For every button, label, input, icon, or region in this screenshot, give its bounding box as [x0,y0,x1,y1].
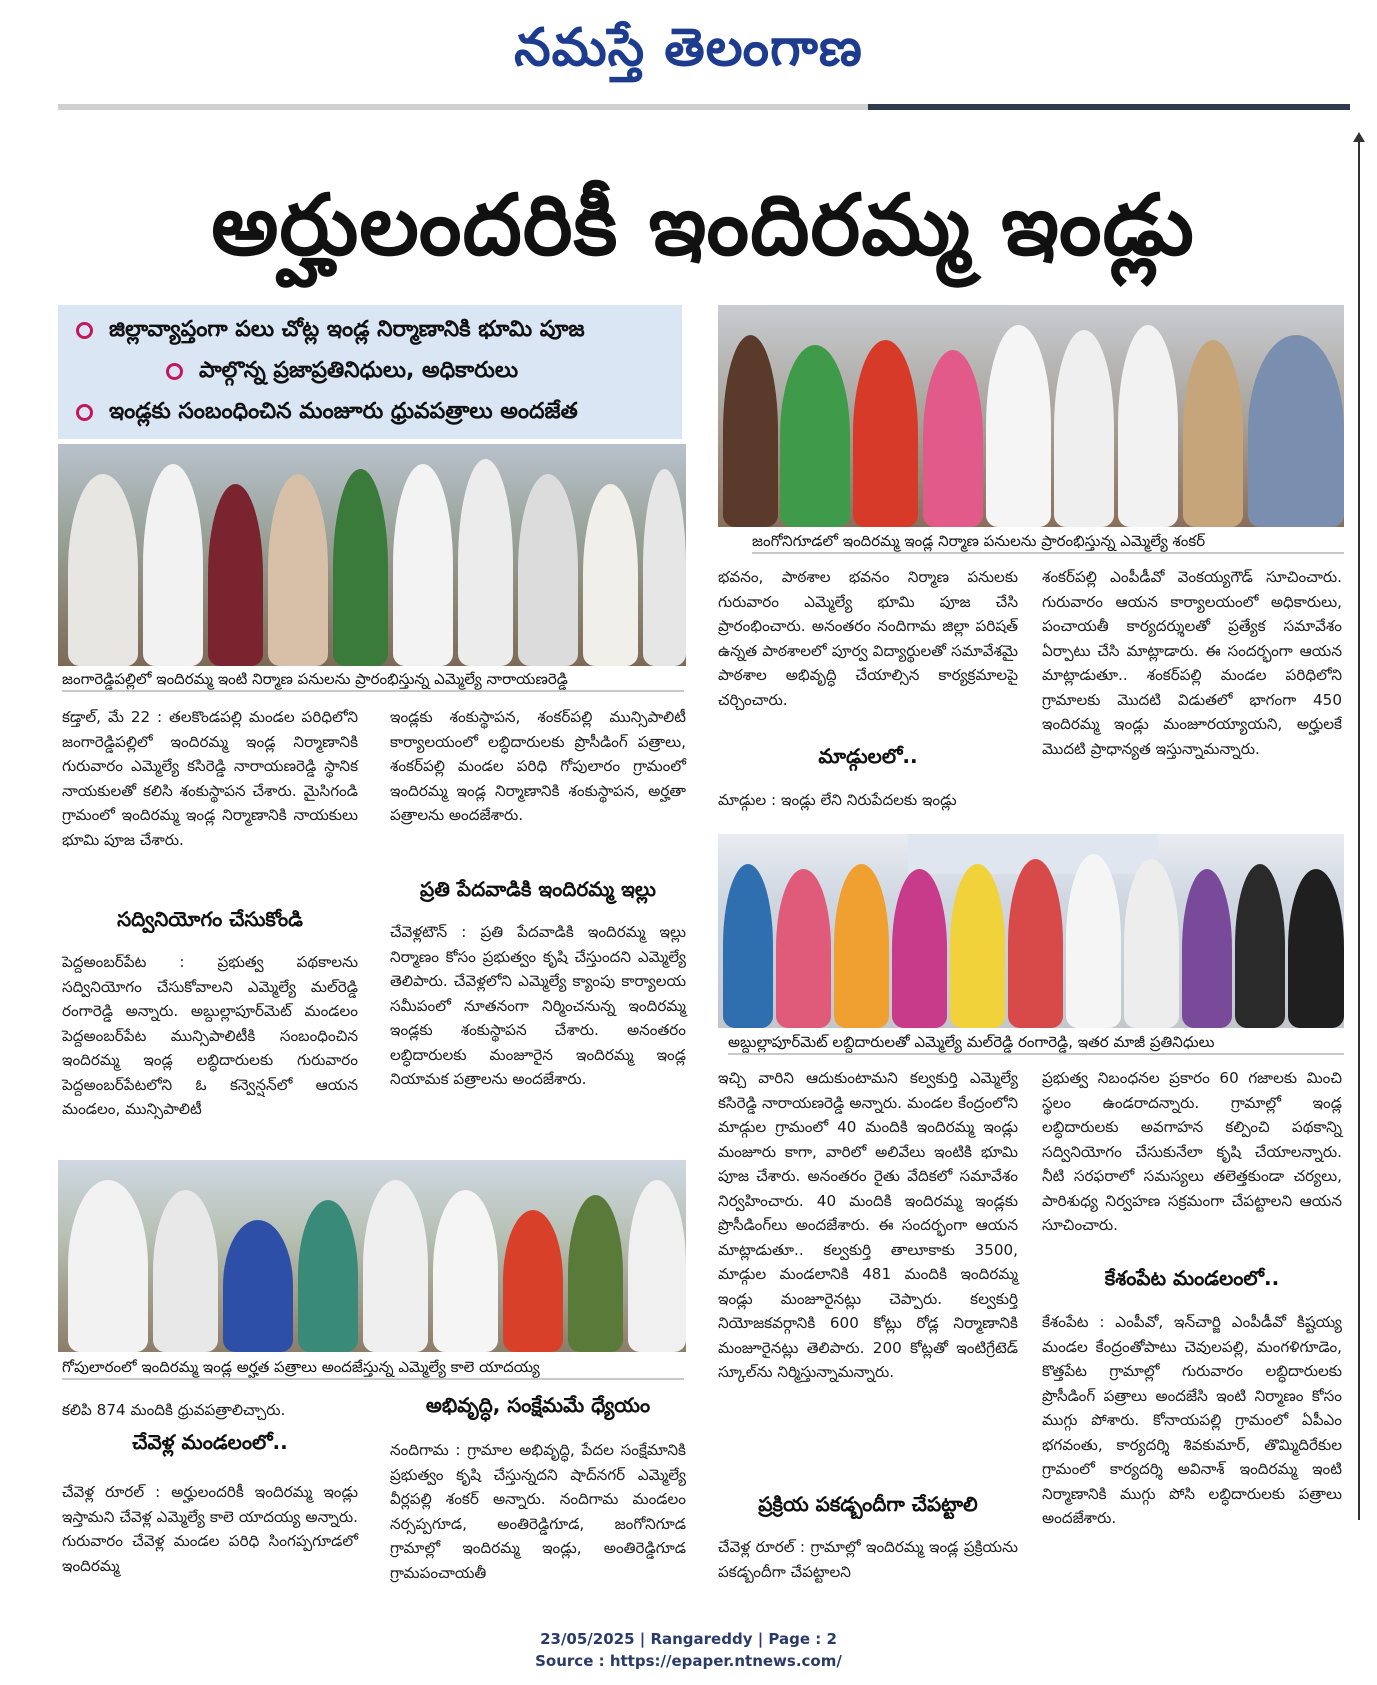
article-column [718,788,1018,813]
photo-caption: జంగారెడ్డిపల్లిలో ఇందిరమ్మ ఇంటి నిర్మాణ పనులను ప్రారంభిస్తున్న ఎమ్మెల్యే నారాయణరెడ్డి [62,668,684,692]
article-paragraph: భవనం, పాఠశాల భవనం నిర్మాణ పనులకు గురువారం ఎమ్మెల్యే భూమి పూజ చేసి ప్రారంభించారు. అనంతరం నందిగామ జిల్లా పరిషత్ ఉన్నత పాఠశాలలో పూర్వ విద్యార్థులతో సమావేశమై పాఠశాల అభివృద్ధి చేయాల్సిన కార్యక్రమాలపై చర్చించారు. [718,568,1018,709]
article-paragraph: ఇండ్లకు శంకుస్థాపన, శంకర్‌పల్లి మున్సిపాలిటీ కార్యాలయంలో లబ్ధిదారులకు ప్రొసీడింగ్ పత్రాలు, శంకర్‌పల్లి మండల పరిధి గోపులారం గ్రామంలో ఇందిరమ్మ ఇండ్ల నిర్మాణానికి శంకుస్థాపన, అర్హతా పత్రాలను అందజేశారు. [390,708,686,824]
subheading: చేవెళ్ల మండలంలో.. [132,1430,288,1454]
photo-jangareddipalli [58,444,686,666]
subheading: కేశంపేట మండలంలో.. [1104,1266,1280,1290]
subheading: ప్రతి పేదవాడికి ఇందిరమ్మ ఇల్లు [420,877,656,901]
article-column [62,705,358,852]
photo-caption: గోపులారంలో ఇందిరమ్మ ఇండ్ల అర్హత పత్రాలు అందజేస్తున్న ఎమ్మెల్యే కాలె యాదయ్య [62,1356,684,1380]
header-rule-light [58,104,868,110]
subheading: అభివృద్ధి, సంక్షేమమే ధ్యేయం [425,1393,651,1417]
article-paragraph: శంకర్‌పల్లి ఎంపీడీవో వెంకయ్యగౌడ్ సూచించారు. గురువారం ఆయన కార్యాలయంలో అధికారులు, పంచాయతీ కార్యదర్శులతో ప్రత్యేక సమావేశం ఏర్పాటు చేసి మాట్లాడారు. ఈ సందర్భంగా ఆయన మాట్లాడుతూ.. శంకర్‌పల్లి మండల పరిధిలోని గ్రామాలకు మొదటి విడుతలో భాగంగా 450 ఇందిరమ్మ ఇండ్లు మంజూరయ్యాయని, అర్హులకే మొదటి ప్రాధాన్యత ఇస్తున్నామన్నారు. [1042,568,1342,758]
article-paragraph: ప్రభుత్వ నిబంధనల ప్రకారం 60 గజాలకు మించి స్థలం ఉండరాదన్నారు. గ్రామాల్లో ఇండ్ల లబ్ధిదారులకు అవగాహన కల్పించి పథకాన్ని సద్వినియోగం చేసుకునేలా కృషి చేయాలన్నారు. నీటి సరఫరాలో సమస్యలు తలెత్తకుండా చర్యలు, పారిశుధ్య నిర్వహణ సక్రమంగా చేపట్టాలని ఆయన సూచించారు. [1042,1069,1342,1234]
article-paragraph: చేవెళ్ల రూరల్ : అర్హులందరికీ ఇందిరమ్మ ఇండ్లు ఇస్తామని చేవెళ్ల ఎమ్మెల్యే కాలె యాదయ్య అన్నారు. గురువారం చేవెళ్ల మండల పరిధి సింగప్పగూడలో ఇందిరమ్మ [62,1483,358,1575]
subheading: ప్రక్రియ పకడ్బందీగా చేపట్టాలి [758,1492,978,1516]
article-column [1042,565,1342,761]
article-paragraph: కేశంపేట : ఎంపీవో, ఇన్‌చార్జి ఎంపీడీవో కిష్టయ్య మండల కేంద్రంతోపాటు చెవులపల్లి, మంగళిగూడెం, కొత్తపేట గ్రామాల్లో గురువారం లబ్ధిదారులకు ప్రొసీడింగ్ పత్రాలు అందజేసి ఇంటి నిర్మాణం కోసం ముగ్గు పోశారు. కోనాయపల్లి గ్రామంలో ఏపీఎం భగవంతు, కార్యదర్శి శివకుమార్, తొమ్మిదిరేకుల గ్రామంలో కార్యదర్శి అవినాశ్ ఇందిరమ్మ ఇంటి నిర్మాణానికి ముగ్గు పోసి లబ్ధిదారులకు పత్రాలు అందజేశారు. [1042,1313,1342,1527]
photo-abdullapurmet [718,834,1344,1028]
bullet-item: పాల్గొన్న ప్రజాప్రతినిధులు, అధికారులు [166,358,518,388]
masthead-logo: నమస్తే తెలంగాణ [514,18,863,78]
article-paragraph: పెద్దఅంబర్‌పేట : ప్రభుత్వ పథకాలను సద్వినియోగం చేసుకోవాలని ఎమ్మెల్యే మల్‌రెడ్డి రంగారెడ్డి అన్నారు. అబ్దుల్లాపూర్‌మెట్ మండలం పెద్దఅంబర్‌పేట మున్సిపాలిటీకి సంబంధించిన ఇందిరమ్మ ఇండ్ల లబ్ధిదారులకు గురువారం పెద్దఅంబర్‌పేటలోని ఓ కన్వెన్షన్‌లో ఆయన మండలం, మున్సిపాలిటీ [62,953,358,1118]
headline: అర్హులందరికీ ఇందిరమ్మ ఇండ్లు [211,176,1195,274]
article-paragraph: కడ్తాల్, మే 22 : తలకొండపల్లి మండల పరిధిలోని జంగారెడ్డిపల్లిలో ఇందిరమ్మ ఇండ్ల నిర్మాణానికి గురువారం ఎమ్మెల్యే కసిరెడ్డి నారాయణరెడ్డి స్థానిక నాయకులతో కలిసి శంకుస్థాపన చేశారు. మైసిగండి గ్రామంలో ఇందిరమ్మ ఇండ్ల నిర్మాణానికి నాయకులు భూమి పూజ చేశారు. [62,708,358,849]
article-column [718,565,1018,712]
photo-caption: జంగోనిగూడలో ఇందిరమ్మ ఇండ్ల నిర్మాణ పనులను ప్రారంభిస్తున్న ఎమ్మెల్యే శంకర్ [752,530,1344,554]
article-column [390,705,686,828]
bullet-dot-icon [166,363,183,380]
bullet-item: జిల్లావ్యాప్తంగా పలు చోట్ల ఇండ్ల నిర్మాణానికి భూమి పూజ [76,317,585,347]
footer-source-line: Source : https://epaper.ntnews.com/ [535,1652,842,1670]
article-paragraph: ఇచ్చి వారిని ఆదుకుంటామని కల్వకుర్తి ఎమ్మెల్యే కసిరెడ్డి నారాయణరెడ్డి అన్నారు. మండల కేంద్రంలోని మాడ్గుల గ్రామంలో 40 మందికి ఇందిరమ్మ ఇండ్లు మంజూరు కాగా, వారిలో అలివేలు ఇంటికి భూమి పూజ చేశారు. అనంతరం రైతు వేదికలో సమావేశం నిర్వహించారు. 40 మందికి ఇందిరమ్మ ఇండ్లకు ప్రొసీడింగ్‌లు అందజేశారు. ఈ సందర్భంగా ఆయన మాట్లాడుతూ.. కల్వకుర్తి తాలూకాకు 3500, మాడ్గుల మండలానికి 481 మందికి ఇందిరమ్మ ఇండ్లు మంజూరైనట్లు చెప్పారు. కల్వకుర్తి నియోజకవర్గానికి 600 కోట్లు రోడ్ల నిర్మాణానికి మంజూరైనట్లు తెలిపారు. 200 కోట్లతో ఇంటిగ్రేటెడ్ స్కూల్‌ను నిర్మిస్తున్నామన్నారు. [718,1069,1018,1381]
article-column [718,1066,1018,1385]
article-column [1042,1066,1342,1238]
article-column [390,1438,686,1585]
article-column [62,950,358,1122]
subheading: సద్వినియోగం చేసుకోండి [117,907,303,931]
article-column [718,1535,1018,1584]
bullet-item: ఇండ్లకు సంబంధించిన మంజూరు ధ్రువపత్రాలు అందజేత [76,399,578,429]
photo-caption: అబ్దుల్లాపూర్‌మెట్ లబ్ధిదారులతో ఎమ్మెల్యే మల్‌రెడ్డి రంగారెడ్డి, ఇతర మాజీ ప్రతినిధులు [728,1031,1344,1055]
footer-date-line: 23/05/2025 | Rangareddy | Page : 2 [540,1630,837,1648]
article-paragraph: చేవెళ్లటౌన్ : ప్రతి పేదవాడికి ఇందిరమ్మ ఇల్లు నిర్మాణం కోసం ప్రభుత్వం కృషి చేస్తుందని ఎమ్మెల్యే తెలిపారు. చేవెళ్లలోని ఎమ్మెల్యే క్యాంపు కార్యాలయ సమీపంలో నూతనంగా నిర్మించనున్న ఇందిరమ్మ ఇండ్లకు శంకుస్థాపన చేశారు. అనంతరం లబ్ధిదారులకు మంజూరైన ఇందిరమ్మ ఇండ్ల నియామక పత్రాలను అందజేశారు. [390,923,686,1088]
header-rule-dark [868,104,1350,110]
article-column [62,1398,358,1423]
article-column [1042,1310,1342,1531]
photo-gopularam [58,1160,686,1352]
photo-jangonigudem [718,305,1344,527]
bullet-dot-icon [76,404,93,421]
bullet-dot-icon [76,322,93,339]
article-paragraph: నందిగామ : గ్రామాల అభివృద్ధి, పేదల సంక్షేమానికి ప్రభుత్వం కృషి చేస్తున్నదని షాద్‌నగర్ ఎమ్మెల్యే వీర్లపల్లి శంకర్ అన్నారు. నందిగామ మండలం నర్సప్పగూడ, అంతిరెడ్డిగూడ, జంగోనిగూడ గ్రామాల్లో ఇందిరమ్మ ఇండ్లు, అంతిరెడ్డిగూడ గ్రామపంచాయతీ [390,1441,686,1582]
article-paragraph: మాడ్గుల : ఇండ్లు లేని నిరుపేదలకు ఇండ్లు [718,791,957,809]
page-edge-arrow [1358,140,1360,1520]
article-column [62,1480,358,1578]
bullet-box [58,305,682,439]
article-column [390,920,686,1092]
article-paragraph: కలిపి 874 మందికి ధ్రువపత్రాలిచ్చారు. [62,1401,286,1419]
subheading: మాడ్గులలో.. [818,744,918,768]
article-paragraph: చేవెళ్ల రూరల్ : గ్రామాల్లో ఇందిరమ్మ ఇండ్ల ప్రక్రియను పకడ్బందీగా చేపట్టాలని [718,1538,1018,1581]
